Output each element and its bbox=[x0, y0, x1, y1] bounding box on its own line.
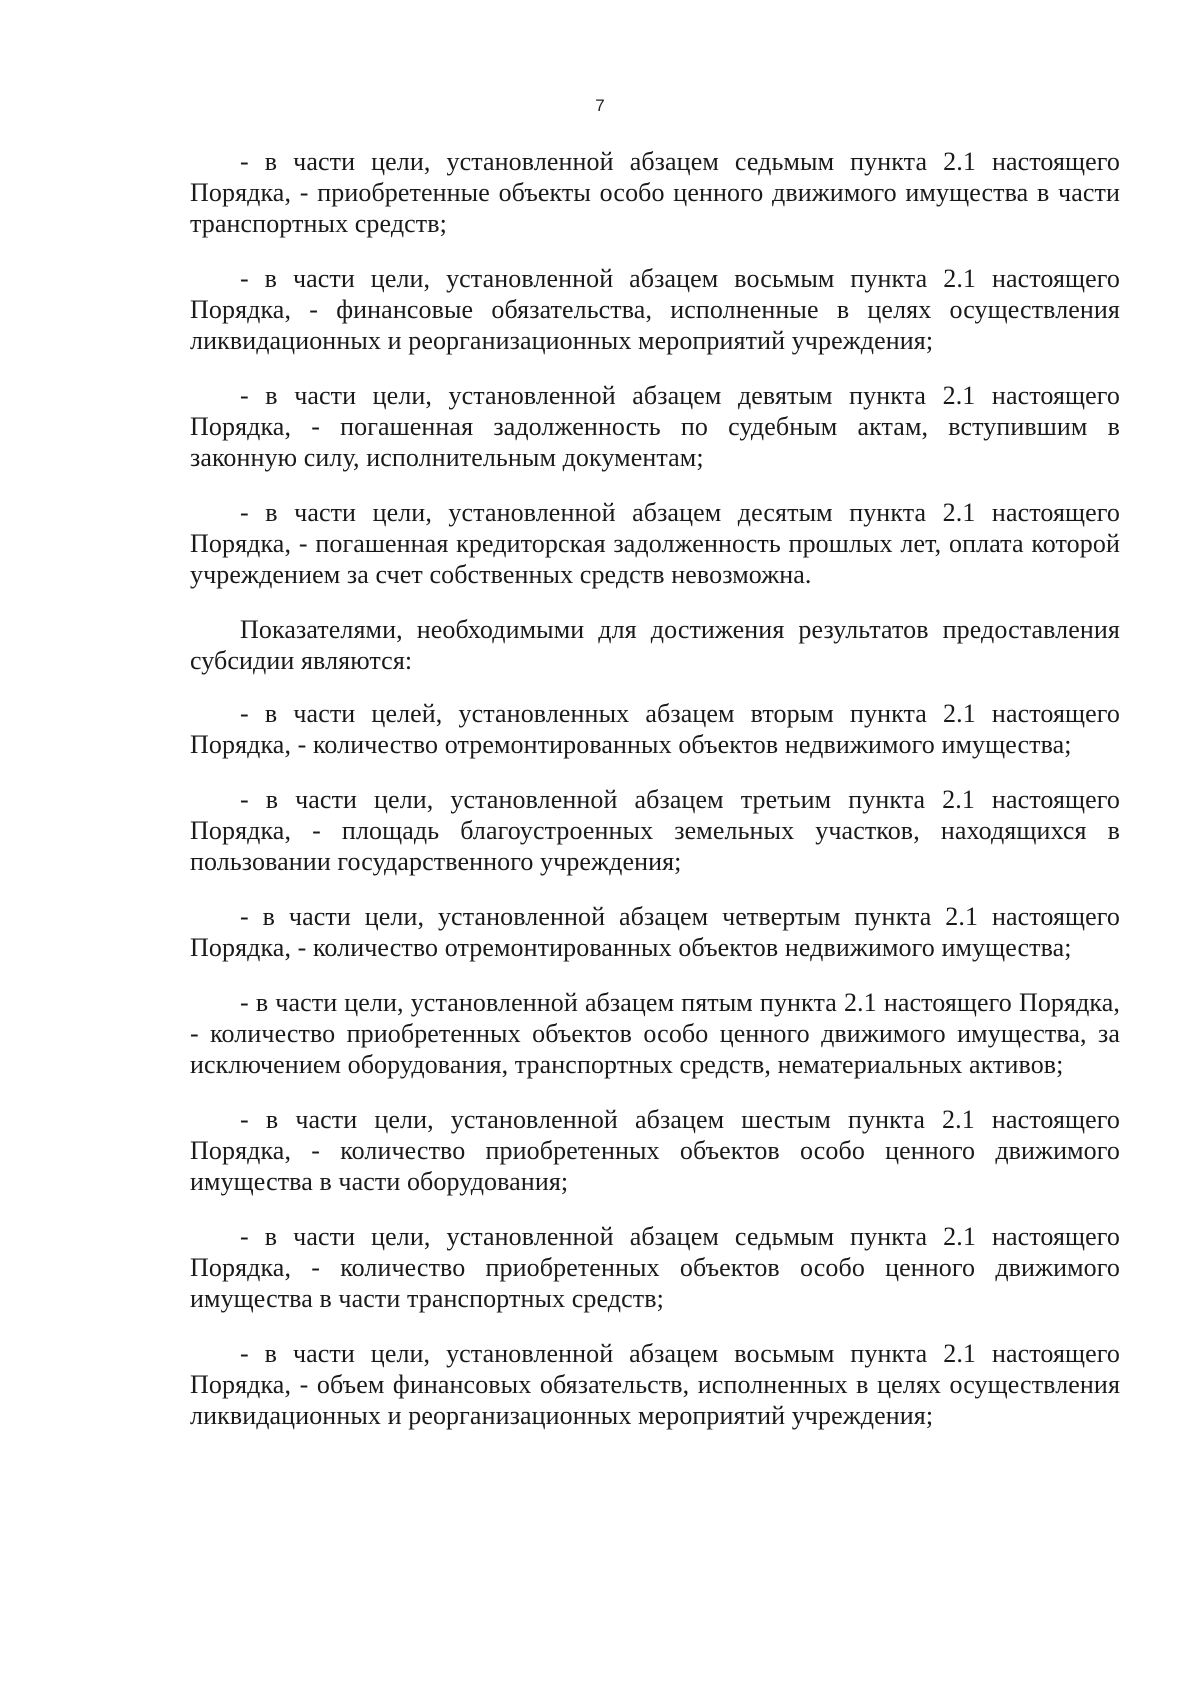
paragraph-goal-7-result: - в части цели, установленной абзацем седьмым пункта 2.1 настоящего Порядка, - приобретенные объекты особо ценного движимого имущества в части транспортных средств; bbox=[190, 147, 1120, 238]
paragraph-indicator-goal-4: - в части цели, установленной абзацем четвертым пункта 2.1 настоящего Порядка, - количество отремонтированных объектов недвижимого имущества; bbox=[190, 902, 1120, 962]
paragraph-goal-9-result: - в части цели, установленной абзацем девятым пункта 2.1 настоящего Порядка, - погашенная задолженность по судебным актам, вступившим в законную силу, исполнительным документам; bbox=[190, 381, 1120, 472]
paragraph-goal-8-result: - в части цели, установленной абзацем восьмым пункта 2.1 настоящего Порядка, - финансовые обязательства, исполненные в целях осуществления ликвидационных и реорганизационных мероприятий учреждения; bbox=[190, 264, 1120, 355]
paragraph-indicator-goal-2: - в части целей, установленных абзацем вторым пункта 2.1 настоящего Порядка, - количество отремонтированных объектов недвижимого имущества; bbox=[190, 699, 1120, 759]
paragraph-indicator-goal-8: - в части цели, установленной абзацем восьмым пункта 2.1 настоящего Порядка, - объем финансовых обязательств, исполненных в целях осуществления ликвидационных и реорганизационных мероприятий учреждения; bbox=[190, 1339, 1120, 1430]
document-body bbox=[190, 146, 1120, 1455]
paragraph-indicator-goal-5: - в части цели, установленной абзацем пятым пункта 2.1 настоящего Порядка, - количество приобретенных объектов особо ценного движимого имущества, за исключением оборудования, транспортных средств, нематериальных активов; bbox=[190, 988, 1120, 1079]
page-number: 7 bbox=[595, 96, 605, 115]
paragraph-indicator-goal-7: - в части цели, установленной абзацем седьмым пункта 2.1 настоящего Порядка, - количество приобретенных объектов особо ценного движимого имущества в части транспортных средств; bbox=[190, 1222, 1120, 1313]
paragraph-indicator-goal-6: - в части цели, установленной абзацем шестым пункта 2.1 настоящего Порядка, - количество приобретенных объектов особо ценного движимого имущества в части оборудования; bbox=[190, 1105, 1120, 1196]
paragraph-goal-10-result: - в части цели, установленной абзацем десятым пункта 2.1 настоящего Порядка, - погашенная кредиторская задолженность прошлых лет, оплата которой учреждением за счет собственных средств невозможна. bbox=[190, 498, 1120, 589]
paragraph-indicators-intro: Показателями, необходимыми для достижения результатов предоставления субсидии являются: bbox=[190, 615, 1120, 675]
paragraph-indicator-goal-3: - в части цели, установленной абзацем третьим пункта 2.1 настоящего Порядка, - площадь благоустроенных земельных участков, находящихся в пользовании государственного учреждения; bbox=[190, 785, 1120, 876]
